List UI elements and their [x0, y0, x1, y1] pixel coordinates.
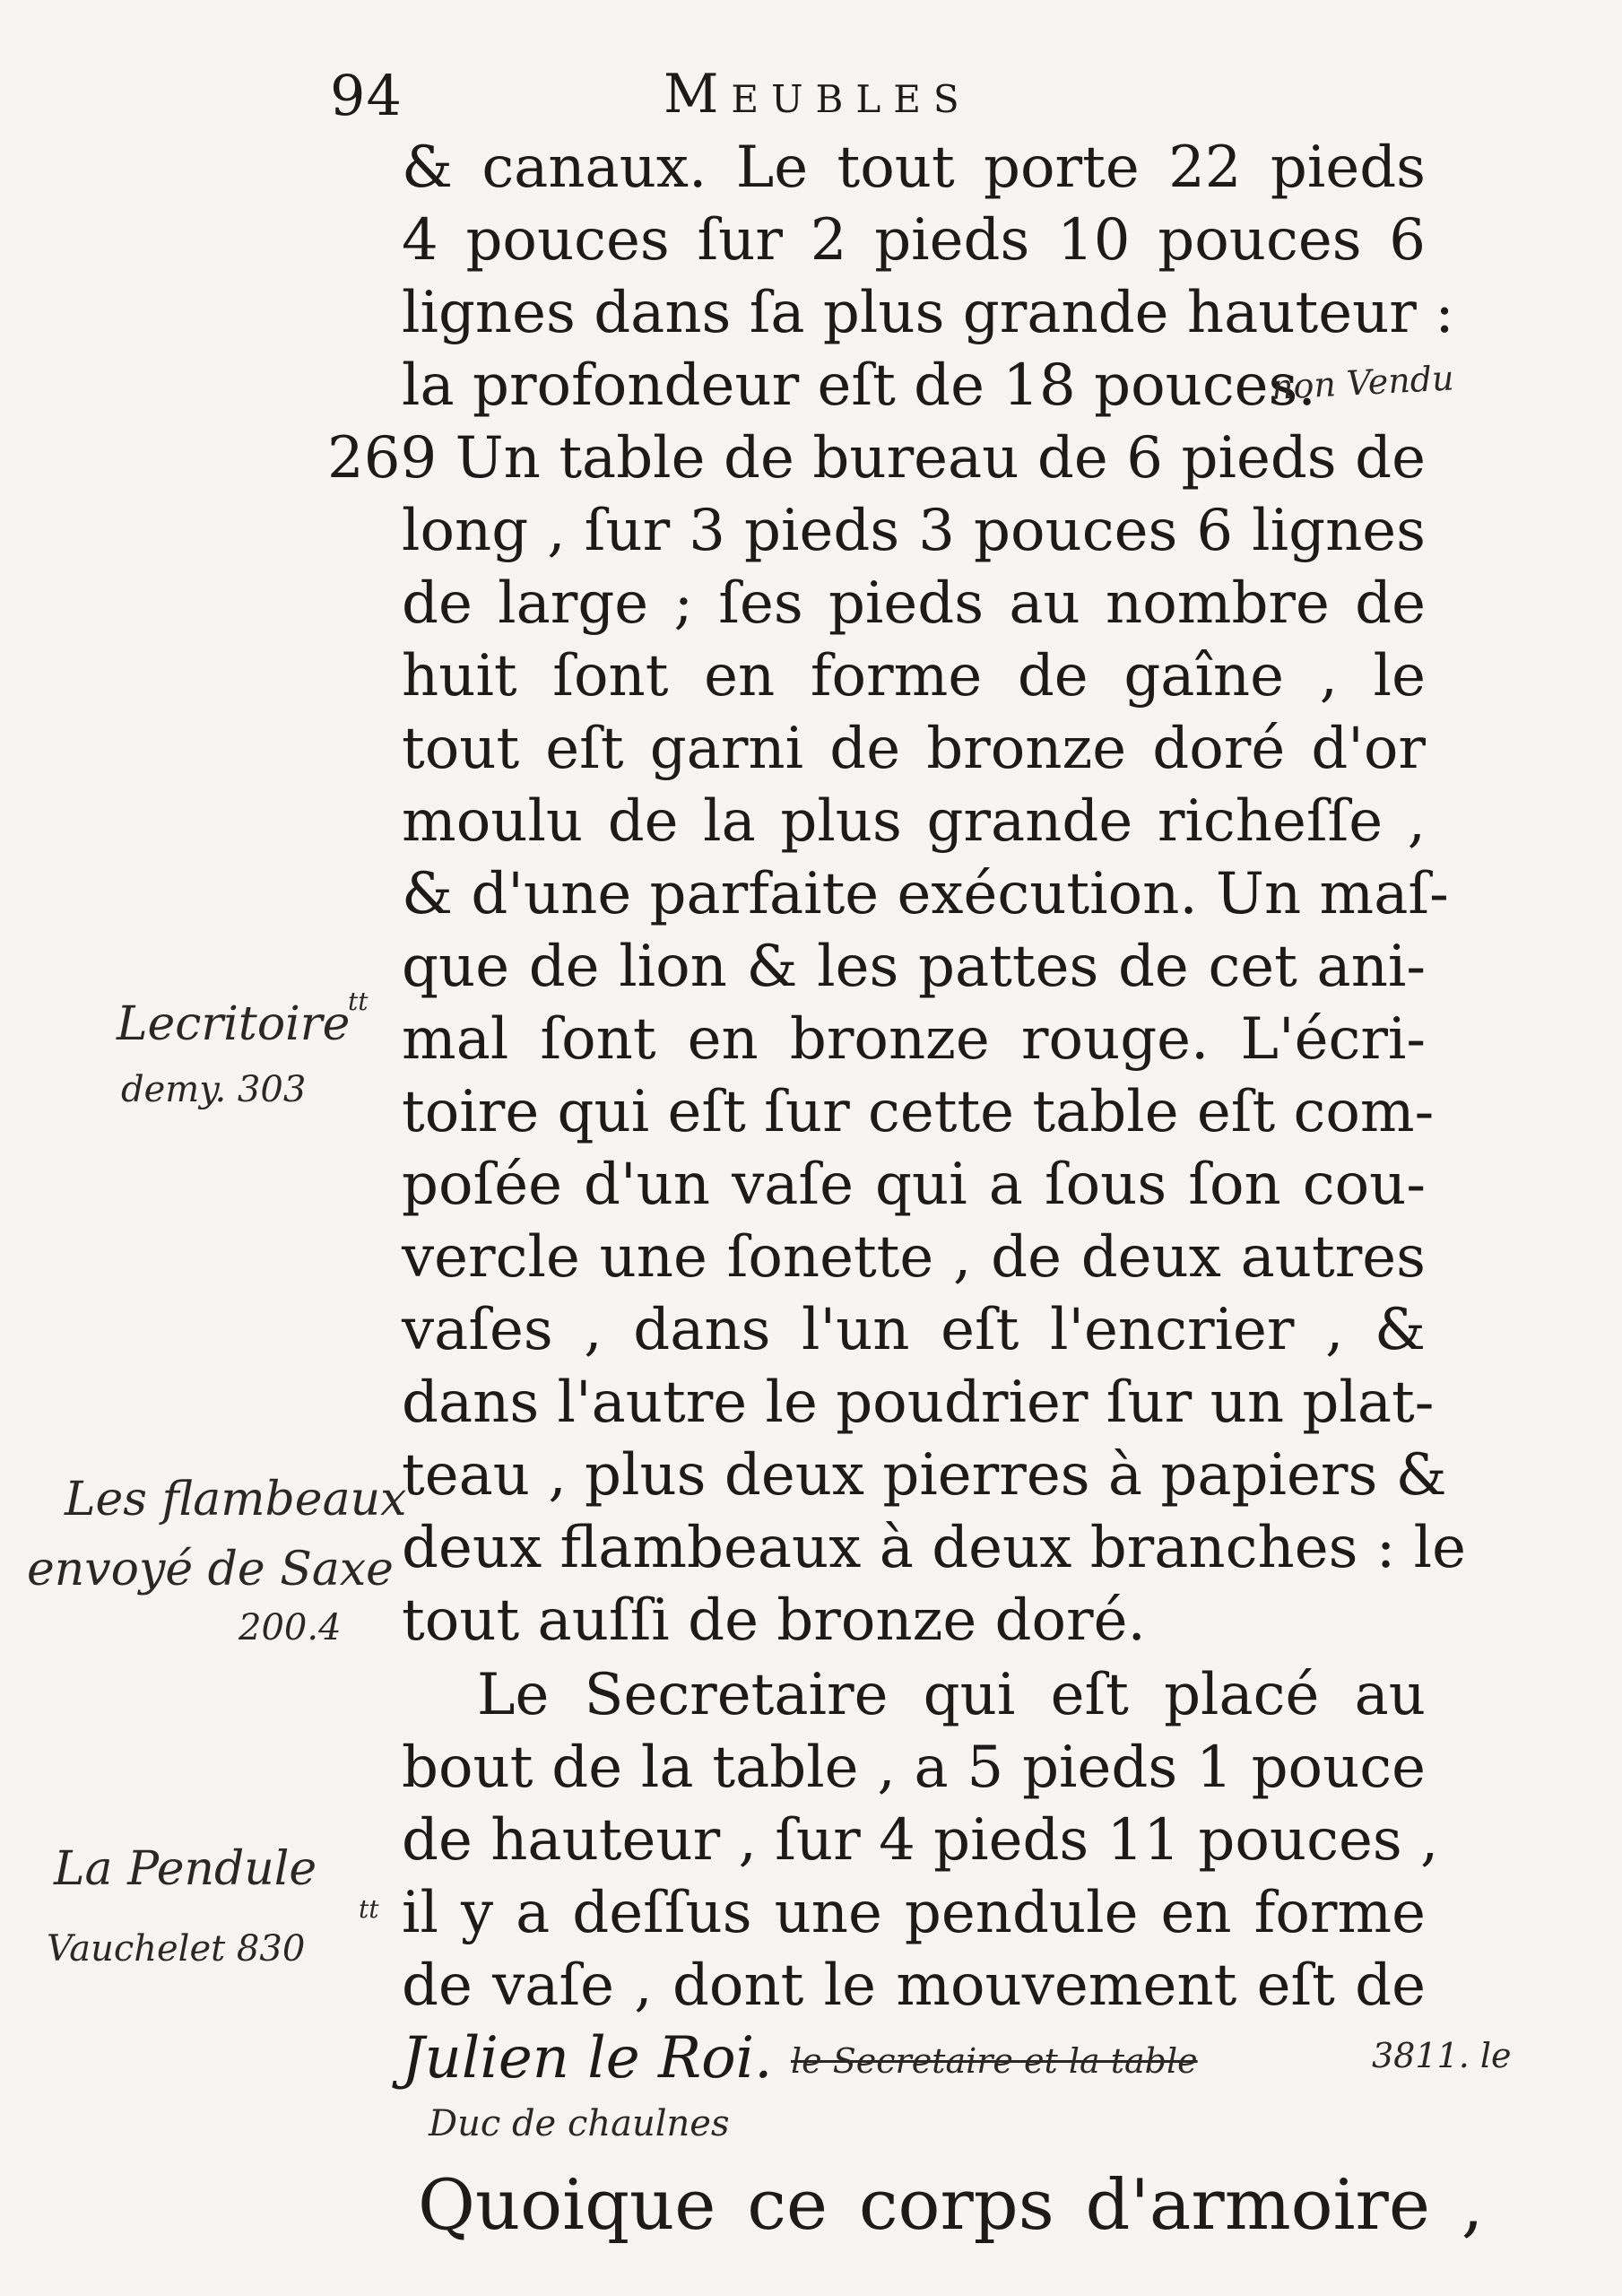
text-line: vaſes , dans l'un eſt l'encrier , &	[402, 1297, 1426, 1363]
annotation-flambeaux-price: 200.4	[239, 1607, 342, 1648]
annotation-flambeaux-origin: envoyé de Saxe	[27, 1543, 394, 1596]
text-line: vercle une ſonette , de deux autres	[402, 1224, 1426, 1291]
annotation-pendule: La Pendule	[54, 1842, 317, 1896]
running-head: Meubles	[664, 63, 972, 126]
text-line: Le Secretaire qui eſt placé au	[477, 1662, 1426, 1728]
text-line: tout auſſi de bronze doré.	[402, 1587, 1146, 1654]
page-number: 94	[330, 63, 403, 128]
text-line: de hauteur , ſur 4 pieds 11 pouces ,	[402, 1807, 1439, 1874]
text-line: toire qui eſt ſur cette table eſt com-	[402, 1079, 1435, 1145]
annotation-duc-de-chaulnes: Duc de chaulnes	[429, 2103, 730, 2144]
annotation-secretaire-price: 3811. le	[1372, 2036, 1512, 2075]
text-line: de large ; ſes pieds au nombre de	[402, 570, 1426, 637]
annotation-flambeaux: Les flambeaux	[65, 1473, 407, 1526]
annotation-ecritoire-mark: tt	[348, 987, 369, 1016]
text-line: poſée d'un vaſe qui a ſous ſon cou-	[402, 1152, 1426, 1218]
text-line-italic: Julien le Roi.	[402, 2025, 773, 2092]
annotation-pendule-maker: Vauchelet 830	[47, 1928, 306, 1970]
text-line: deux flambeaux à deux branches : le	[402, 1515, 1466, 1581]
text-line: 4 pouces ſur 2 pieds 10 pouces 6	[402, 207, 1426, 274]
text-line: tout eſt garni de bronze doré d'or	[402, 716, 1426, 782]
text-line: la profondeur eſt de 18 pouces.	[402, 352, 1316, 419]
text-line: Quoique ce corps d'armoire ,	[418, 2165, 1484, 2246]
annotation-ecritoire: Lecritoire	[117, 997, 351, 1051]
text-line: lignes dans ſa plus grande hauteur :	[402, 280, 1454, 346]
text-line: & canaux. Le tout porte 22 pieds	[402, 135, 1426, 201]
text-line: que de lion & les pattes de cet ani-	[402, 934, 1426, 1000]
text-line: bout de la table , a 5 pieds 1 pouce	[402, 1735, 1426, 1801]
text-line: huit ſont en forme de gaîne , le	[402, 643, 1426, 709]
text-line: & d'une parfaite exécution. Un maſ-	[402, 861, 1449, 927]
text-line: moulu de la plus grande richeſſe ,	[402, 788, 1426, 855]
text-line: il y a deſſus une pendule en forme	[402, 1880, 1426, 1946]
annotation-non-vendu: non Vendu	[1270, 358, 1455, 407]
annotation-pendule-mark: tt	[359, 1894, 379, 1924]
text-line: long , ſur 3 pieds 3 pouces 6 lignes	[402, 498, 1426, 564]
text-line: de vaſe , dont le mouvement eſt de	[402, 1952, 1426, 2019]
text-line: teau , plus deux pierres à papiers &	[402, 1442, 1447, 1509]
annotation-ecritoire-price: demy. 303	[121, 1069, 307, 1110]
item-269-line: 269 Un table de bureau de 6 pieds de	[327, 425, 1426, 491]
text-line: dans l'autre le poudrier ſur un plat-	[402, 1370, 1435, 1436]
annotation-secretaire: le Secretaire et la table	[791, 2041, 1198, 2081]
text-line: mal ſont en bronze rouge. L'écri-	[402, 1006, 1426, 1073]
